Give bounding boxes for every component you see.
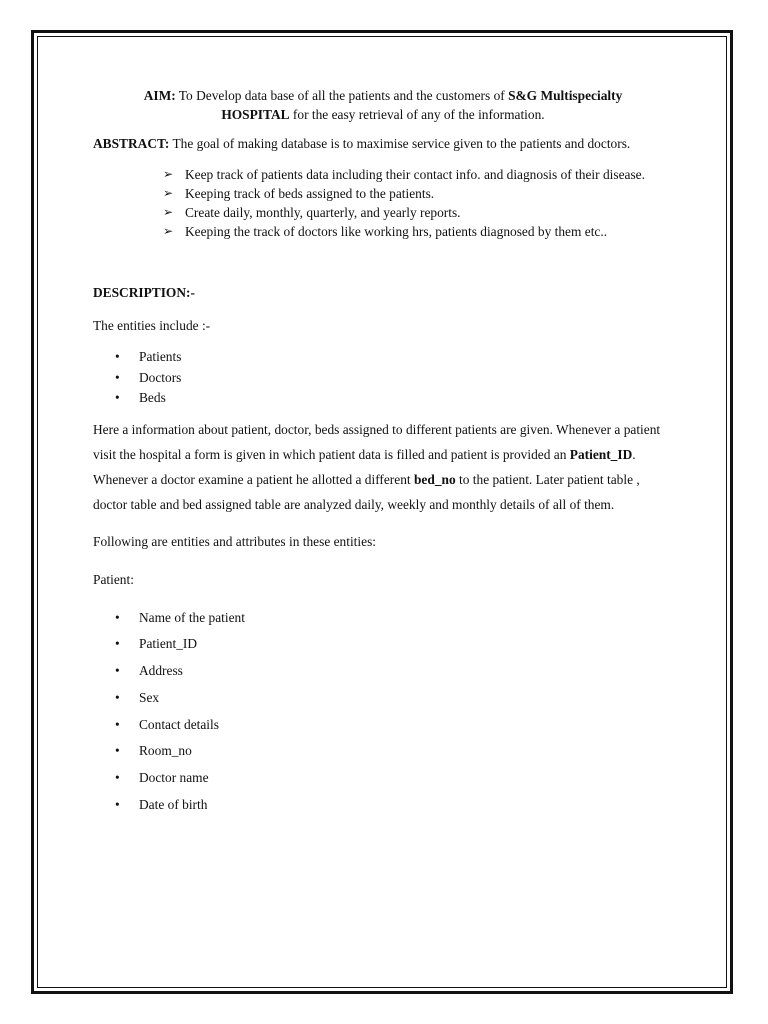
bullet-icon: • (115, 796, 120, 812)
list-item: • Sex (115, 685, 673, 712)
list-item: ➢ Keep track of patients data including their contact info. and diagnosis of their disease. (163, 167, 645, 182)
arrow-bullet-icon: ➢ (163, 167, 174, 181)
aim-hospital-name-1: S&G Multispecialty (508, 88, 623, 103)
bullet-icon: • (115, 716, 120, 732)
aim-label: AIM: (143, 88, 176, 103)
bullet-icon: • (115, 689, 120, 705)
aim-text-1: To Develop data base of all the patients and the customers of (175, 88, 509, 103)
abstract-goal-list (93, 165, 673, 241)
description-paragraph: Here a information about patient, doctor, beds assigned to different patients are given. Whenever a patient visit the hospital a form is given in which patient data is filled and patient is provided an Patient_ID. Whenever a doctor examine a patient he allotted a different bed_no to the patient. Later patient table , doctor table and bed assigned table are analyzed daily, weekly and monthly details of all of them. (93, 421, 661, 513)
aim-section (93, 86, 673, 124)
aim-text-2: for the easy retrieval of any of the information. (289, 107, 545, 122)
list-item: • Beds (115, 388, 673, 409)
arrow-bullet-icon: ➢ (163, 224, 174, 238)
abstract-section (93, 134, 673, 153)
bullet-icon: • (115, 390, 120, 405)
bullet-icon: • (115, 349, 120, 364)
list-item: • Patients (115, 347, 673, 368)
bed-no-term: bed_no (413, 472, 456, 488)
bullet-icon: • (115, 609, 120, 625)
arrow-bullet-icon: ➢ (163, 186, 174, 200)
list-item: • Name of the patient (115, 605, 673, 632)
document-body (93, 86, 673, 818)
aim-hospital-name-2: HOSPITAL (221, 107, 290, 122)
list-item: ➢ Keeping track of beds assigned to the patients. (163, 186, 435, 201)
bullet-icon: • (115, 769, 120, 785)
arrow-bullet-icon: ➢ (163, 205, 174, 219)
entities-list (93, 347, 673, 409)
patient-id-term: Patient_ID (569, 446, 633, 462)
list-item: ➢ Create daily, monthly, quarterly, and yearly reports. (163, 205, 461, 220)
description-heading: DESCRIPTION:- (93, 285, 195, 300)
bullet-icon: • (115, 743, 120, 759)
list-item: • Doctor name (115, 765, 673, 792)
entities-attributes-intro: Following are entities and attributes in these entities: (93, 533, 377, 549)
list-item: • Contact details (115, 712, 673, 739)
bullet-icon: • (115, 663, 120, 679)
list-item: • Date of birth (115, 792, 673, 819)
bullet-icon: • (115, 636, 120, 652)
abstract-label: ABSTRACT: (93, 136, 170, 151)
abstract-text: The goal of making database is to maximise service given to the patients and doctors. (169, 136, 631, 151)
bullet-icon: • (115, 369, 120, 385)
list-item: • Doctors (115, 368, 673, 389)
patient-label: Patient: (93, 571, 134, 587)
patient-attributes-list (93, 605, 673, 819)
list-item: • Patient_ID (115, 631, 673, 658)
list-item: ➢ Keeping the track of doctors like working hrs, patients diagnosed by them etc.. (163, 224, 608, 239)
list-item: • Room_no (115, 738, 673, 765)
list-item: • Address (115, 658, 673, 685)
entities-intro: The entities include :- (93, 318, 211, 333)
